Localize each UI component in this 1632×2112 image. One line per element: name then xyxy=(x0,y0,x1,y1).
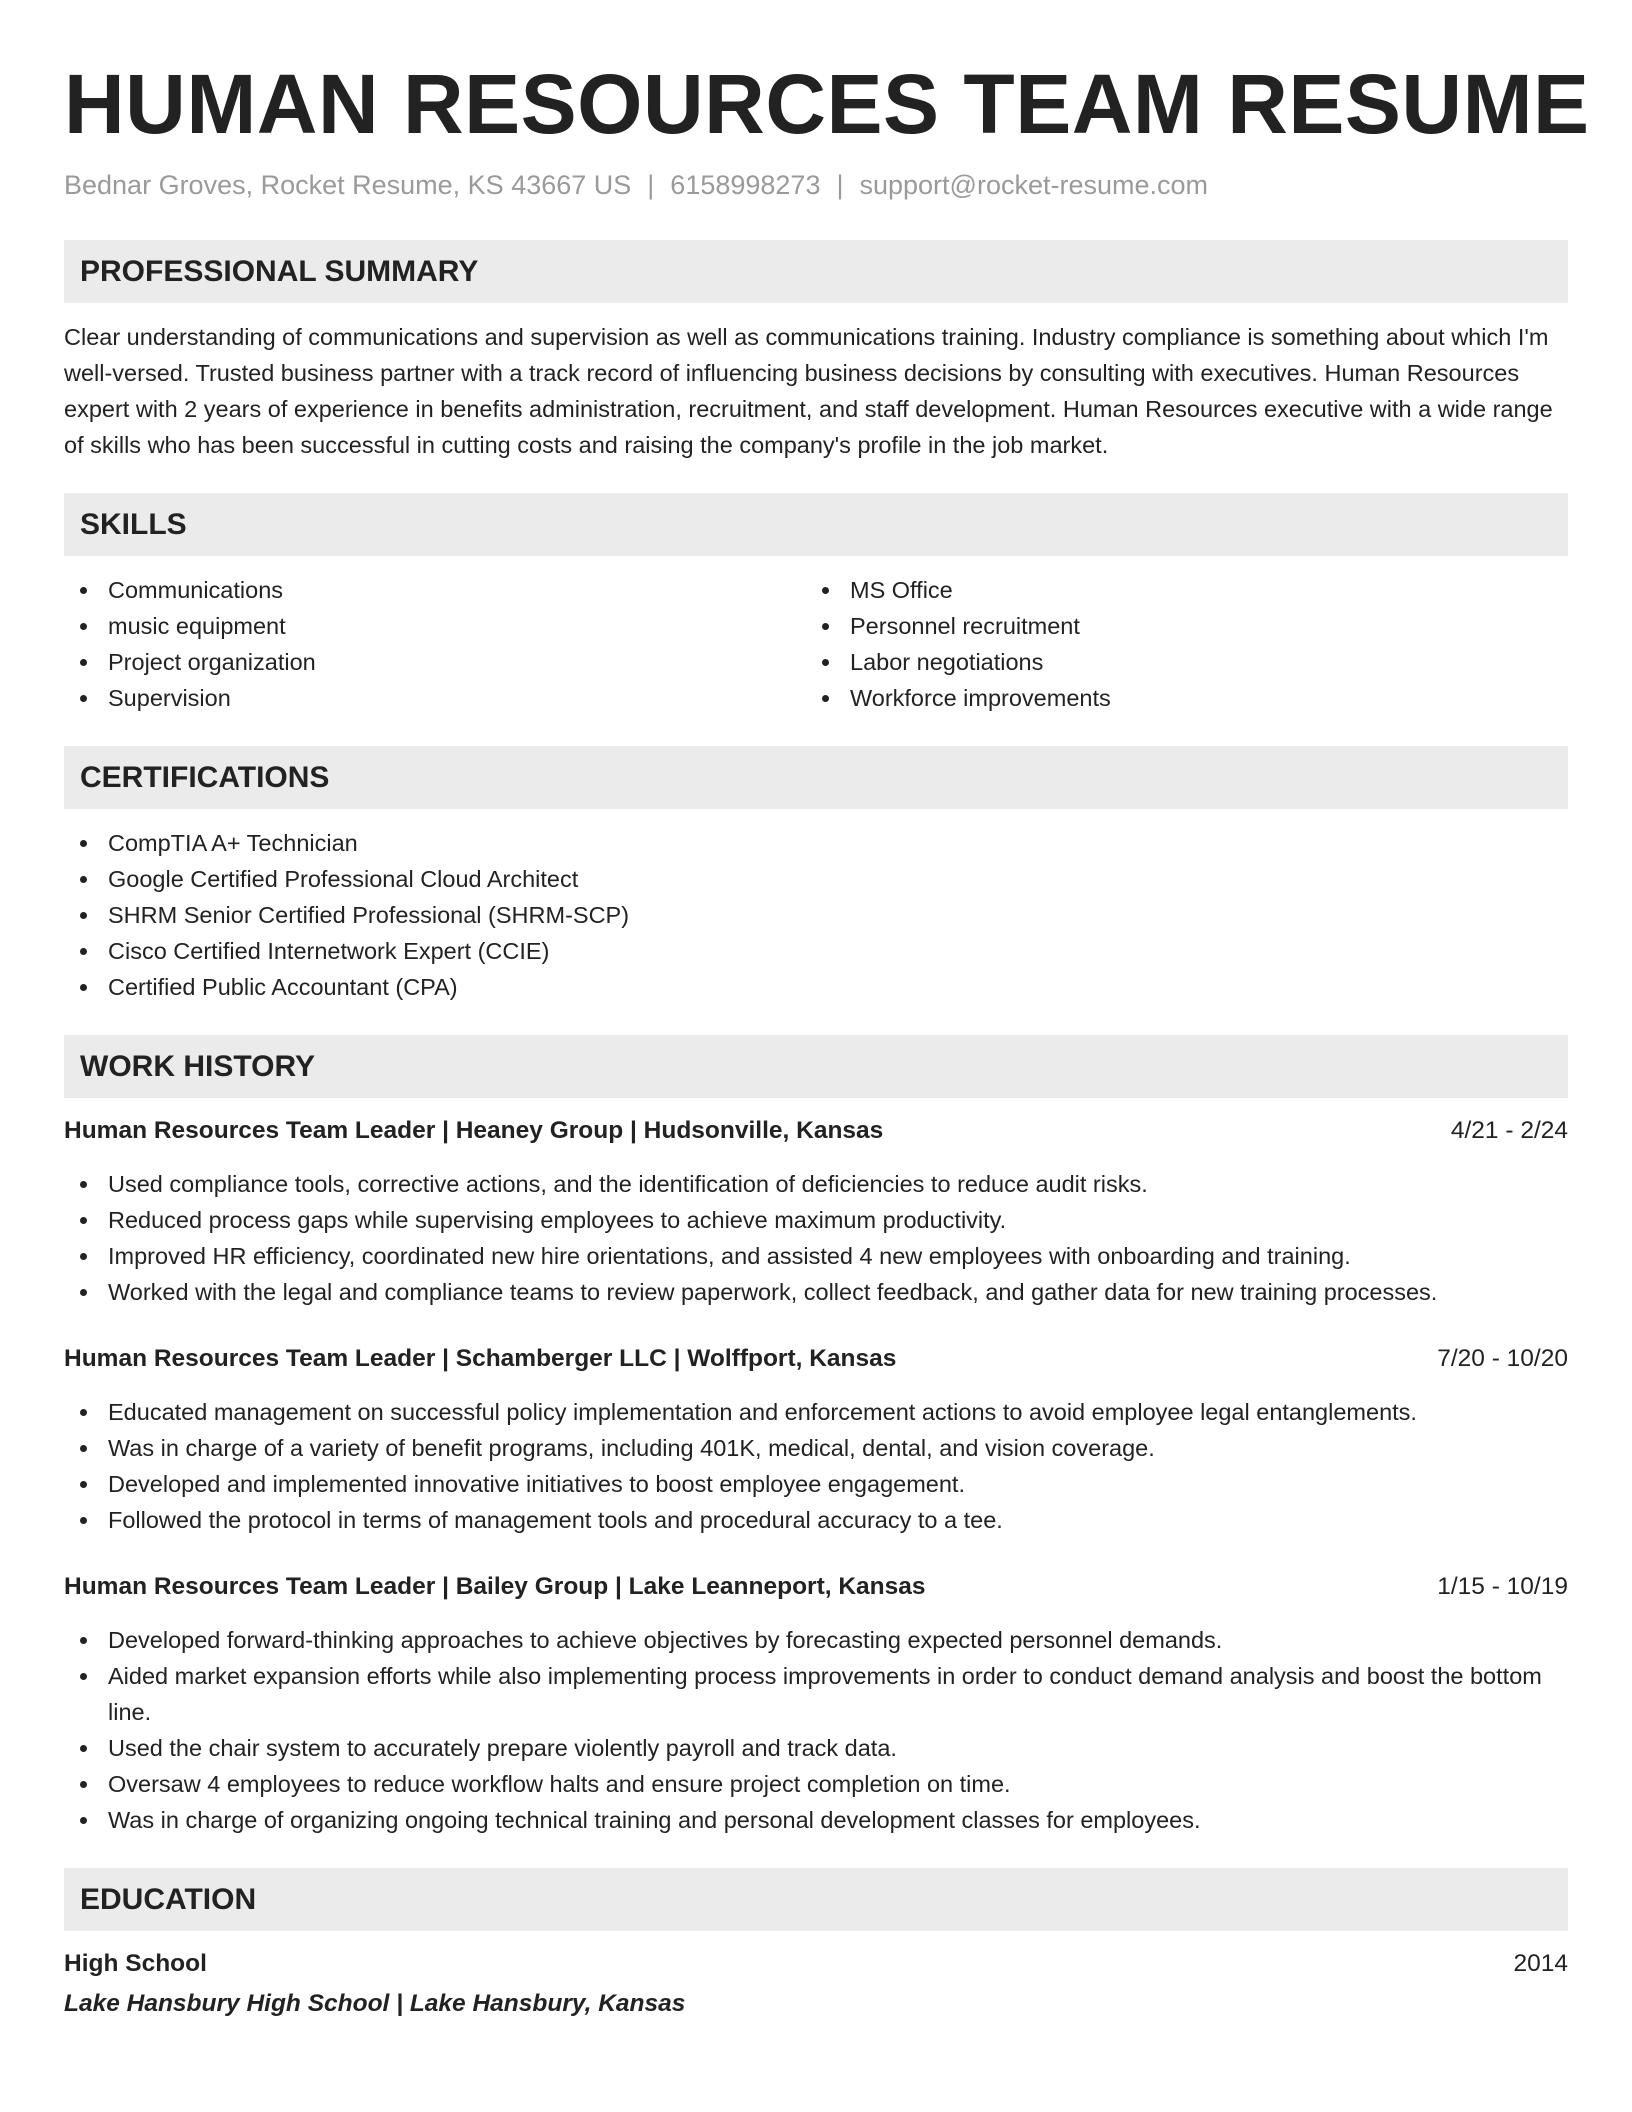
contact-line xyxy=(64,168,1568,202)
work-history-section xyxy=(64,1035,1568,1838)
job-bullets xyxy=(64,1394,1568,1538)
skill-item: Workforce improvements xyxy=(806,680,1548,716)
job-bullet: Improved HR efficiency, coordinated new hire orientations, and assisted 4 new employees with onboarding and training. xyxy=(64,1238,1568,1274)
skill-item: Supervision xyxy=(64,680,806,716)
job-bullet: Followed the protocol in terms of management tools and procedural accuracy to a tee. xyxy=(64,1502,1568,1538)
certifications-section xyxy=(64,746,1568,1005)
job-header xyxy=(64,1342,1568,1376)
skills-right-column xyxy=(806,572,1548,716)
section-heading xyxy=(64,493,1568,556)
section-heading-text: CERTIFICATIONS xyxy=(80,761,330,794)
job-bullet: Was in charge of a variety of benefit programs, including 401K, medical, dental, and vision coverage. xyxy=(64,1430,1568,1466)
education-school: Lake Hansbury High School | Lake Hansbury, Kansas xyxy=(64,1990,686,2017)
skill-item: Personnel recruitment xyxy=(806,608,1548,644)
education-year: 2014 xyxy=(1513,1950,1568,1977)
skill-item: MS Office xyxy=(806,572,1548,608)
certification-item: Google Certified Professional Cloud Architect xyxy=(64,861,1568,897)
section-heading-text: WORK HISTORY xyxy=(80,1050,316,1083)
skill-item: Labor negotiations xyxy=(806,644,1548,680)
section-heading xyxy=(64,1035,1568,1098)
job-bullets xyxy=(64,1622,1568,1838)
skill-item: music equipment xyxy=(64,608,806,644)
section-heading xyxy=(64,1868,1568,1931)
resume-title: HUMAN RESOURCES TEAM RESUME xyxy=(64,57,1590,151)
job-entry xyxy=(64,1570,1568,1838)
job-entry xyxy=(64,1114,1568,1310)
job-bullet: Reduced process gaps while supervising employees to achieve maximum productivity. xyxy=(64,1202,1568,1238)
resume-page xyxy=(64,56,1590,2021)
certification-item: Certified Public Accountant (CPA) xyxy=(64,969,1568,1005)
contact-address: Bednar Groves, Rocket Resume, KS 43667 US xyxy=(64,170,632,200)
job-bullet: Developed forward-thinking approaches to achieve objectives by forecasting expected personnel demands. xyxy=(64,1622,1568,1658)
skills-section xyxy=(64,493,1568,716)
summary-text: Clear understanding of communications and supervision as well as communications training. Industry compliance is something about which I'm well-versed. Trusted business partner with a track record of influencing business decisions by consulting with executives. Human Resources expert with 2 years of experience in benefits administration, recruitment, and staff development. Human Resources executive with a wide range of skills who has been successful in cutting costs and raising the company's profile in the job market. xyxy=(64,324,1553,458)
job-bullet: Worked with the legal and compliance teams to review paperwork, collect feedback, and gather data for new training processes. xyxy=(64,1274,1568,1310)
contact-email: support@rocket-resume.com xyxy=(859,170,1209,200)
job-header xyxy=(64,1114,1568,1148)
summary-section xyxy=(64,240,1568,463)
job-title: Human Resources Team Leader | Heaney Group | Hudsonville, Kansas xyxy=(64,1117,884,1144)
skills-grid xyxy=(64,572,1568,716)
job-title: Human Resources Team Leader | Bailey Group | Lake Leanneport, Kansas xyxy=(64,1573,926,1600)
job-bullet: Developed and implemented innovative initiatives to boost employee engagement. xyxy=(64,1466,1568,1502)
section-heading xyxy=(64,746,1568,809)
job-bullet: Was in charge of organizing ongoing technical training and personal development classes for employees. xyxy=(64,1802,1568,1838)
contact-separator: | xyxy=(647,170,655,200)
certification-item: Cisco Certified Internetwork Expert (CCIE) xyxy=(64,933,1568,969)
education-section xyxy=(64,1868,1568,2021)
skills-left-column xyxy=(64,572,806,716)
job-bullets xyxy=(64,1166,1568,1310)
certification-item: SHRM Senior Certified Professional (SHRM-SCP) xyxy=(64,897,1568,933)
job-bullet: Aided market expansion efforts while also implementing process improvements in order to conduct demand analysis and boost the bottom line. xyxy=(64,1658,1568,1730)
job-entry xyxy=(64,1342,1568,1538)
job-dates: 1/15 - 10/19 xyxy=(1437,1573,1568,1600)
job-header xyxy=(64,1570,1568,1604)
education-degree: High School xyxy=(64,1950,207,1977)
certifications-list xyxy=(64,825,1568,1005)
job-dates: 7/20 - 10/20 xyxy=(1437,1345,1568,1372)
section-heading-text: EDUCATION xyxy=(80,1883,257,1916)
section-heading-text: SKILLS xyxy=(80,508,187,541)
section-heading xyxy=(64,240,1568,303)
job-bullet: Used compliance tools, corrective actions, and the identification of deficiencies to reduce audit risks. xyxy=(64,1166,1568,1202)
contact-phone: 6158998273 xyxy=(670,170,821,200)
section-heading-text: PROFESSIONAL SUMMARY xyxy=(80,255,479,288)
contact-separator: | xyxy=(836,170,844,200)
job-title: Human Resources Team Leader | Schamberger LLC | Wolffport, Kansas xyxy=(64,1345,897,1372)
skill-item: Communications xyxy=(64,572,806,608)
education-header xyxy=(64,1947,1568,1981)
job-bullet: Oversaw 4 employees to reduce workflow halts and ensure project completion on time. xyxy=(64,1766,1568,1802)
job-bullet: Educated management on successful policy implementation and enforcement actions to avoid employee legal entanglements. xyxy=(64,1394,1568,1430)
job-bullet: Used the chair system to accurately prepare violently payroll and track data. xyxy=(64,1730,1568,1766)
skill-item: Project organization xyxy=(64,644,806,680)
job-dates: 4/21 - 2/24 xyxy=(1450,1117,1568,1144)
certification-item: CompTIA A+ Technician xyxy=(64,825,1568,861)
